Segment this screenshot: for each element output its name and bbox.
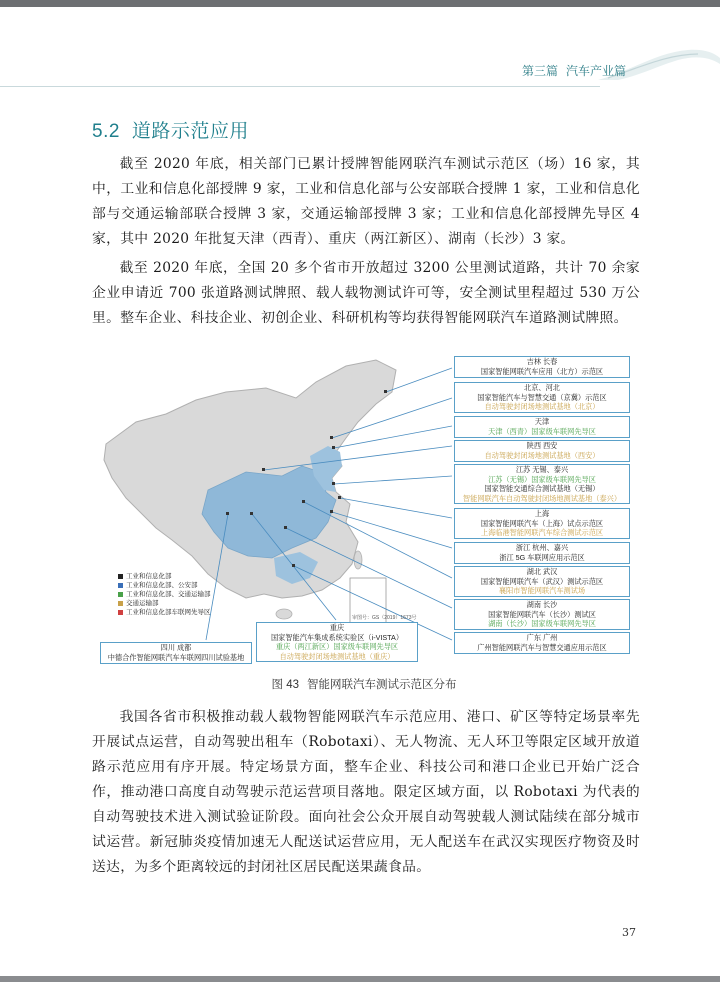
label-detail: 国家智能网联汽车应用（北方）示范区 bbox=[480, 366, 604, 376]
label-city: 天津 bbox=[534, 417, 550, 426]
figure-label: 图 43 bbox=[271, 679, 299, 691]
label-city: 上海 bbox=[534, 509, 550, 518]
figure-map bbox=[96, 352, 642, 668]
legend-item bbox=[118, 590, 211, 599]
paragraph: 我国各省市积极推动载人载物智能网联汽车示范应用、港口、矿区等特定场景率先开展试点运营，自动驾驶出租车（Robotaxi）、无人物流、无人环卫等限定区域开放道路示范应用有序开展。特定场景方面，整车企业、科技公司和港口企业已开始广泛合作，推动港口高度自动驾驶示范运营项目落地。限定区域方面，以 Robotaxi 为代表的自动驾驶技术进入测试验证阶段。面向社会公众开展自动驾驶载人测试陆续在部分城市试运营。新冠肺炎疫情加速无人配送试运营应用，无人配送车在武汉实现医疗物资及时送达，为多个距离较远的封闭社区居民配送果蔬食品。 bbox=[92, 709, 640, 875]
label-city: 北京、河北 bbox=[524, 383, 560, 392]
label-city: 吉林 长春 bbox=[526, 357, 558, 366]
label-guangdong bbox=[454, 632, 630, 654]
legend-item bbox=[118, 599, 211, 608]
map-legend bbox=[118, 572, 211, 617]
legend-swatch bbox=[118, 601, 123, 606]
label-detail: 天津（西青）国家级车联网先导区 bbox=[488, 426, 596, 436]
label-jiangsu bbox=[454, 464, 630, 504]
running-header bbox=[514, 62, 626, 79]
label-detail: 江苏（无锡）国家级车联网先导区 bbox=[488, 474, 596, 484]
label-city: 浙江 杭州、嘉兴 bbox=[515, 543, 569, 552]
chapter-label: 第三篇 bbox=[521, 64, 558, 78]
label-detail: 智能网联汽车自动驾驶封闭场地测试基地（泰兴） bbox=[462, 493, 622, 503]
label-detail: 自动驾驶封闭场地测试基地（西安） bbox=[484, 450, 600, 460]
label-sichuan bbox=[100, 642, 252, 664]
hainan-island bbox=[276, 609, 292, 619]
legend-swatch bbox=[118, 574, 123, 579]
top-bar bbox=[0, 0, 720, 7]
label-city: 陕西 西安 bbox=[526, 441, 558, 450]
label-city: 江苏 无锡、泰兴 bbox=[515, 465, 569, 474]
section-title: 道路示范应用 bbox=[131, 121, 249, 142]
label-detail: 国家智能汽车集成系统实验区（i-VISTA） bbox=[270, 632, 404, 642]
paragraph: 截至 2020 年底，全国 20 多个省市开放超过 3200 公里测试道路，共计 70 余家企业申请近 700 张道路测试牌照、载人载物测试许可等，安全测试里程超过 530 万公里。整车企业、科技企业、初创企业、科研机构等均获得智能网联汽车道路测试牌照。 bbox=[92, 260, 640, 326]
label-detail: 国家智能交通综合测试基地（无锡） bbox=[484, 484, 600, 494]
taiwan-island bbox=[354, 551, 362, 569]
label-chongqing bbox=[256, 622, 418, 662]
label-detail: 湖南（长沙）国家级车联网先导区 bbox=[488, 619, 596, 629]
legend-swatch bbox=[118, 583, 123, 588]
legend-item bbox=[118, 581, 211, 590]
label-detail: 自动驾驶封闭场地测试基地（重庆） bbox=[279, 651, 395, 661]
label-detail: 襄阳市智能网联汽车测试场 bbox=[498, 586, 586, 596]
label-detail: 中德合作智能网联汽车车联网四川试验基地 bbox=[107, 652, 245, 662]
label-detail: 重庆（两江新区）国家级车联网先导区 bbox=[275, 642, 399, 652]
label-detail: 广州智能网联汽车与智慧交通应用示范区 bbox=[477, 642, 607, 652]
label-hubei bbox=[454, 566, 630, 597]
label-jilin bbox=[454, 356, 630, 378]
bottom-bar bbox=[0, 976, 720, 982]
map-approval-note: 审图号：GS（2019）1673号 bbox=[352, 615, 417, 621]
legend-label: 工业和信息化部、公安部 bbox=[126, 582, 198, 589]
figure-caption-text: 智能网联汽车测试示范区分布 bbox=[307, 679, 457, 691]
label-detail: 国家智能汽车与智慧交通（京冀）示范区 bbox=[477, 392, 607, 402]
label-tianjin bbox=[454, 416, 630, 438]
label-zhejiang bbox=[454, 542, 630, 564]
label-beijing bbox=[454, 382, 630, 413]
label-city: 湖北 武汉 bbox=[526, 567, 558, 576]
label-detail: 上海临港智能网联汽车综合测试示范区 bbox=[480, 528, 604, 538]
legend-item bbox=[118, 572, 211, 581]
legend-label: 工业和信息化部 bbox=[126, 573, 172, 580]
label-detail: 浙江 5G 车联网应用示范区 bbox=[499, 552, 585, 562]
chapter-title: 汽车产业篇 bbox=[565, 64, 626, 78]
section-number: 5.2 bbox=[92, 121, 120, 142]
label-detail: 自动驾驶封闭场地测试基地（北京） bbox=[484, 402, 600, 412]
legend-swatch bbox=[118, 592, 123, 597]
label-city: 湖南 长沙 bbox=[526, 600, 558, 609]
label-city: 重庆 bbox=[329, 623, 345, 632]
legend-label: 工业和信息化部车联网先导区 bbox=[126, 609, 211, 616]
label-detail: 国家智能网联汽车（上海）试点示范区 bbox=[480, 518, 604, 528]
legend-label: 工业和信息化部、交通运输部 bbox=[126, 591, 211, 598]
label-city: 四川 成都 bbox=[160, 643, 192, 652]
legend-swatch bbox=[118, 610, 123, 615]
page-number: 37 bbox=[622, 926, 636, 939]
paragraph: 截至 2020 年底，相关部门已累计授牌智能网联汽车测试示范区（场）16 家，其中，工业和信息化部授牌 9 家，工业和信息化部与公安部联合授牌 1 家，工业和信息化部与交通运输部联合授牌 3 家，交通运输部授牌 3 家；工业和信息化部授牌先导区 4 家，其中 2020 年批复天津（西青）、重庆（两江新区）、湖南（长沙）3 家。 bbox=[92, 156, 640, 247]
header-rule bbox=[0, 86, 600, 87]
legend-label: 交通运输部 bbox=[126, 600, 159, 607]
label-city: 广东 广州 bbox=[526, 633, 558, 642]
figure-caption bbox=[0, 676, 720, 692]
label-shanghai bbox=[454, 508, 630, 539]
label-hunan bbox=[454, 599, 630, 630]
legend-item bbox=[118, 608, 211, 617]
label-shaanxi bbox=[454, 440, 630, 462]
label-detail: 国家智能网联汽车（武汉）测试示范区 bbox=[480, 576, 604, 586]
label-detail: 国家智能网联汽车（长沙）测试区 bbox=[488, 609, 596, 619]
section-heading bbox=[92, 116, 249, 143]
